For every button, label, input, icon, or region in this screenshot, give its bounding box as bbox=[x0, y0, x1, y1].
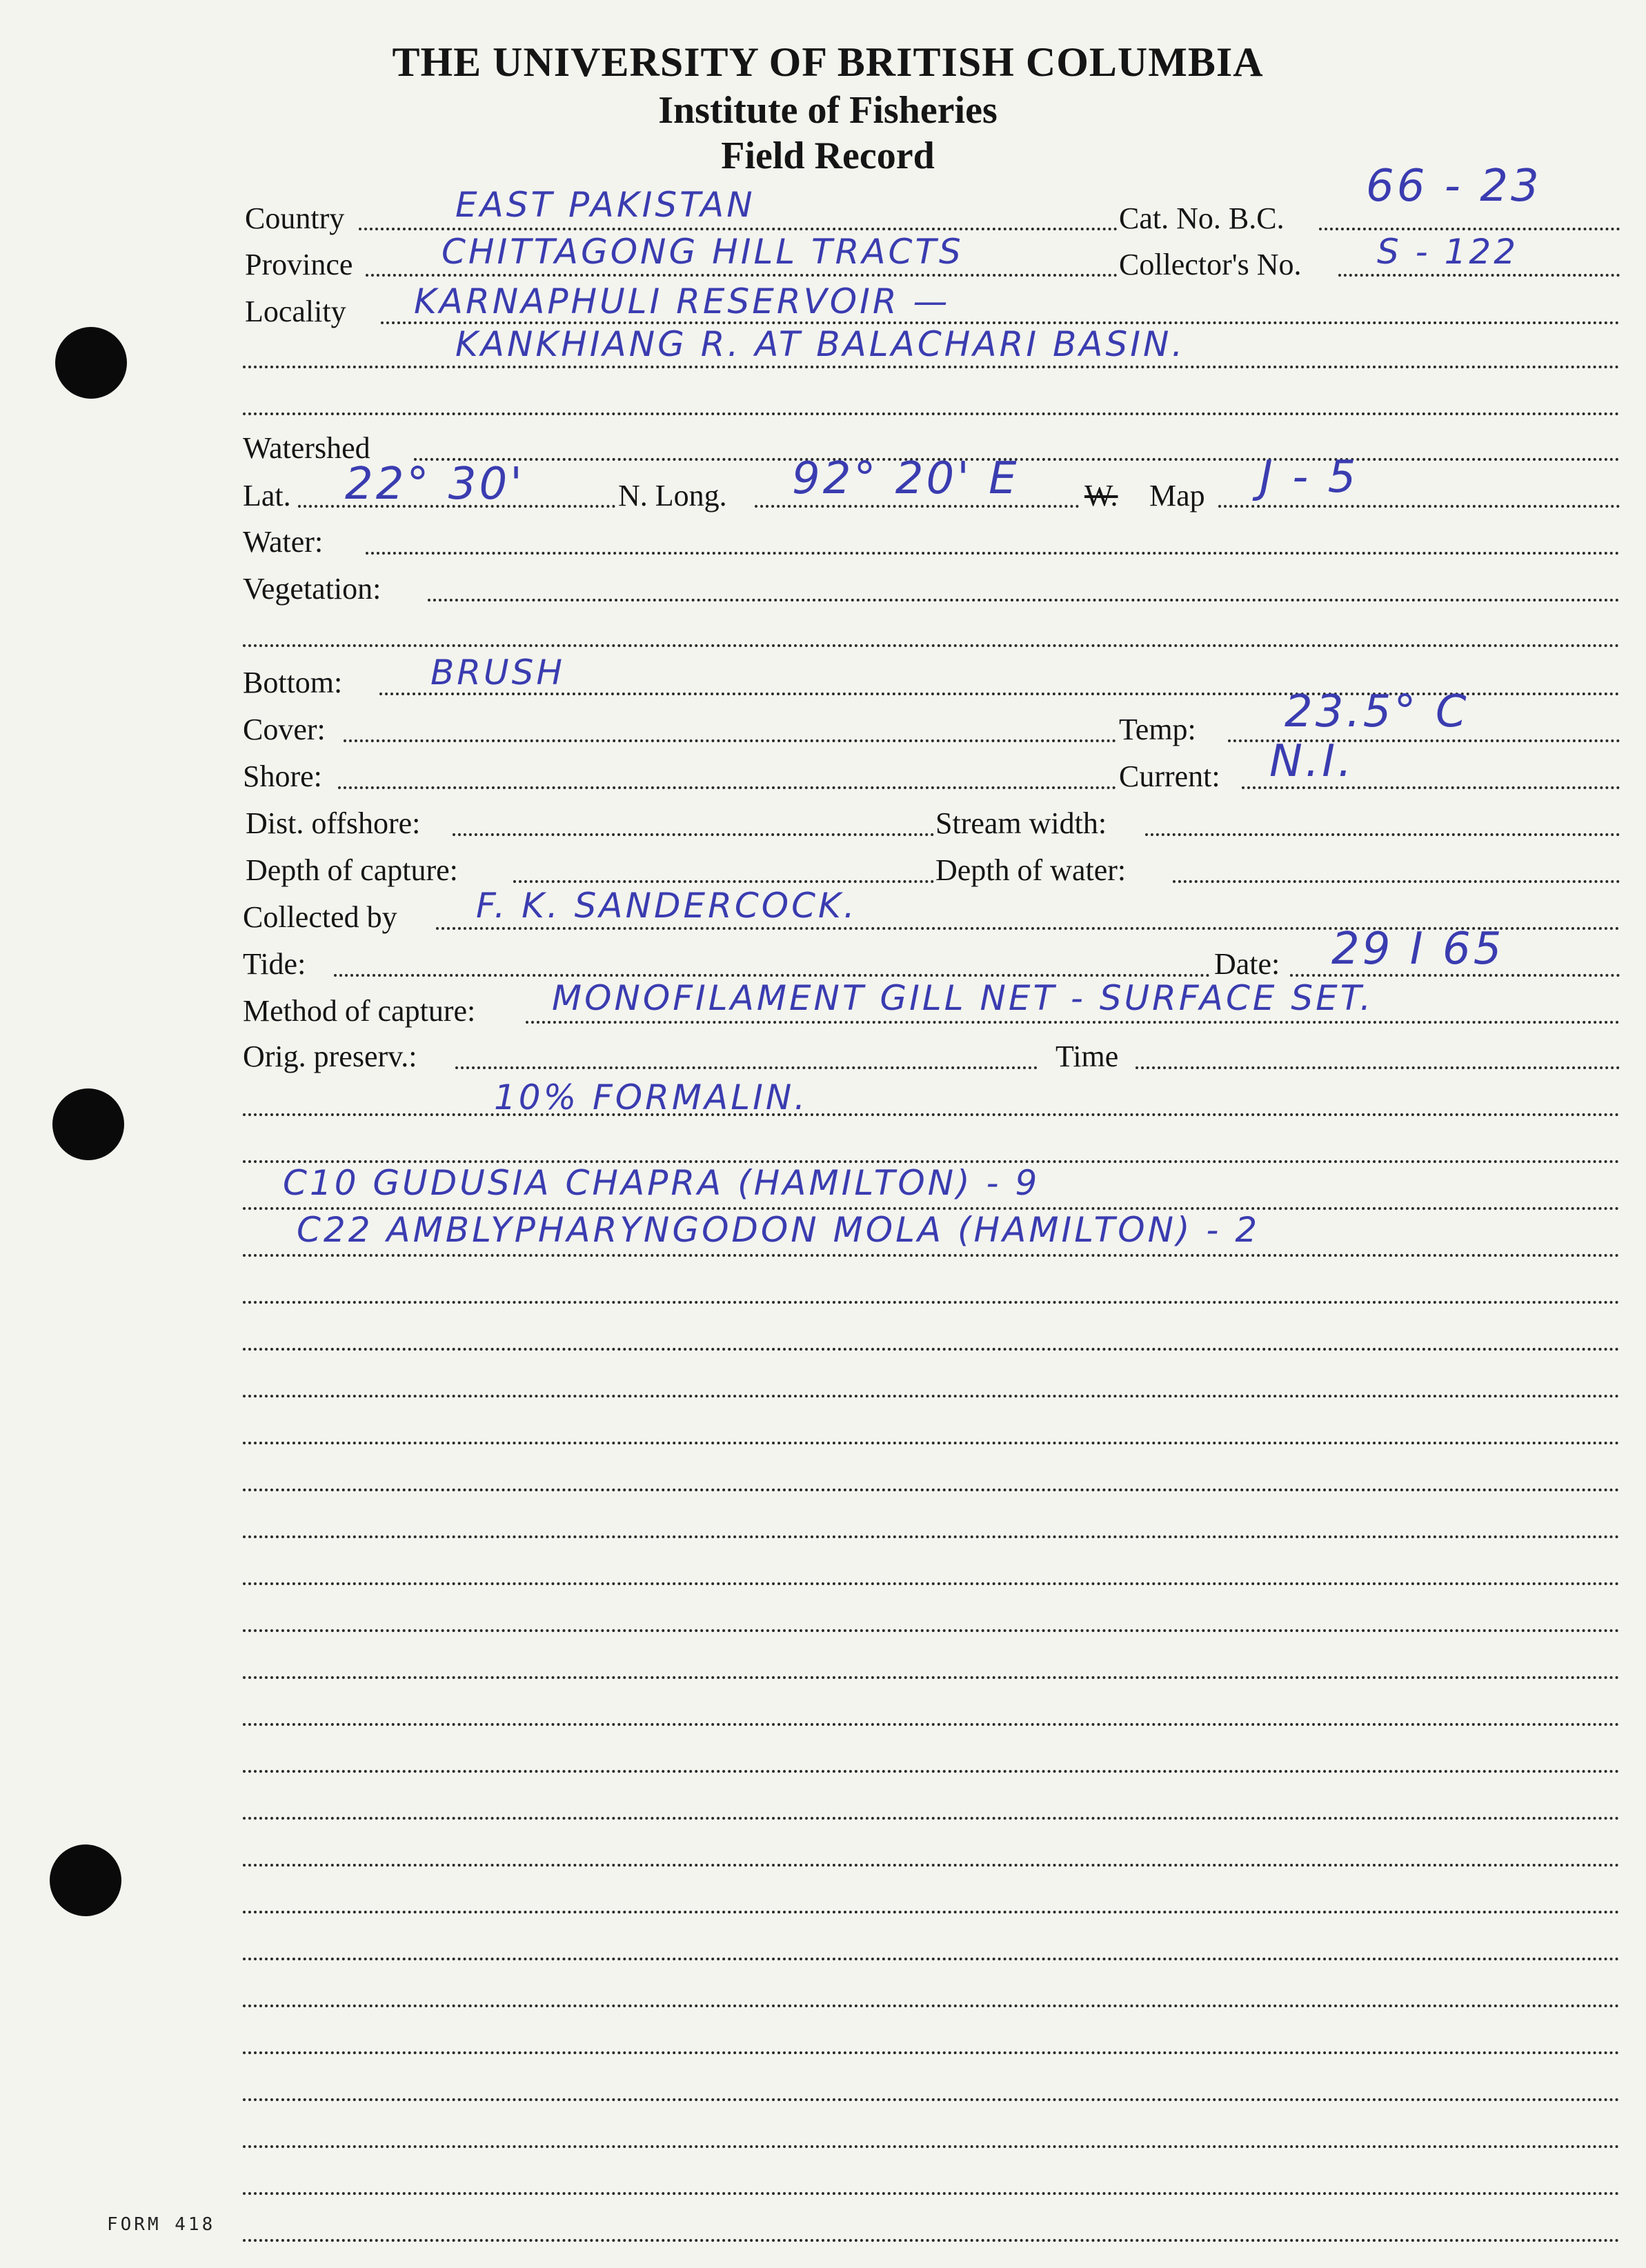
temp-value: 23.5° C bbox=[1285, 686, 1469, 737]
department-heading: Institute of Fisheries bbox=[658, 89, 998, 132]
current-label: Current: bbox=[1119, 759, 1220, 793]
water-label: Water: bbox=[243, 525, 324, 559]
lat-value: 22° 30' bbox=[345, 459, 525, 510]
time-label: Time bbox=[1055, 1040, 1119, 1073]
ruled-line bbox=[243, 2098, 1620, 2101]
ruled-line bbox=[243, 2005, 1620, 2007]
ruled-line bbox=[243, 2051, 1620, 2054]
ruled-line bbox=[243, 1582, 1620, 1585]
tide-label: Tide: bbox=[243, 947, 306, 981]
form-title: Field Record bbox=[721, 135, 935, 177]
ruled-line bbox=[243, 1770, 1620, 1773]
stream-width-label: Stream width: bbox=[935, 806, 1107, 840]
collectors-no-label: Collector's No. bbox=[1119, 248, 1302, 281]
bottom-label: Bottom: bbox=[243, 666, 343, 699]
method-value: MONOFILAMENT GILL NET - SURFACE SET. bbox=[552, 978, 1374, 1018]
n-long-label: N. Long. bbox=[618, 479, 727, 513]
locality-label: Locality bbox=[245, 295, 346, 328]
method-label: Method of capture: bbox=[243, 994, 476, 1028]
shore-label: Shore: bbox=[243, 759, 322, 793]
cover-label: Cover: bbox=[243, 713, 326, 746]
ruled-line bbox=[243, 1676, 1620, 1679]
collected-by-label: Collected by bbox=[243, 900, 397, 934]
depth-capture-label: Depth of capture: bbox=[246, 853, 458, 887]
cat-no-value: 66 - 23 bbox=[1366, 161, 1542, 212]
ruled-line bbox=[243, 2145, 1620, 2148]
current-value: N.I. bbox=[1269, 736, 1355, 787]
vegetation-label: Vegetation: bbox=[243, 572, 381, 606]
ruled-line bbox=[243, 2192, 1620, 2195]
ruled-line bbox=[243, 1864, 1620, 1867]
ruled-line bbox=[243, 1911, 1620, 1913]
province-value: CHITTAGONG HILL TRACTS bbox=[442, 232, 964, 272]
specimen-row-1: C10 GUDUSIA CHAPRA (HAMILTON) - 9 bbox=[283, 1163, 1040, 1203]
date-label: Date: bbox=[1214, 947, 1280, 981]
lat-label: Lat. bbox=[243, 479, 291, 513]
ruled-line bbox=[243, 2239, 1620, 2242]
form-number: FORM 418 bbox=[107, 2214, 216, 2235]
locality-value-line2: KANKHIANG R. AT BALACHARI BASIN. bbox=[455, 324, 1186, 364]
ruled-line bbox=[243, 1723, 1620, 1726]
institution-heading: THE UNIVERSITY OF BRITISH COLUMBIA bbox=[392, 39, 1264, 85]
depth-water-label: Depth of water: bbox=[935, 853, 1127, 887]
long-value: 92° 20' E bbox=[792, 453, 1020, 504]
ruled-line bbox=[243, 1629, 1620, 1632]
ruled-line bbox=[243, 1958, 1620, 1960]
ruled-line bbox=[243, 1442, 1620, 1444]
collected-by-value: F. K. SANDERCOCK. bbox=[476, 886, 857, 926]
date-value: 29 I 65 bbox=[1331, 924, 1505, 975]
orig-preserv-label: Orig. preserv.: bbox=[243, 1040, 417, 1073]
watershed-label: Watershed bbox=[243, 431, 370, 465]
ruled-line bbox=[243, 1301, 1620, 1304]
ruled-line bbox=[243, 1348, 1620, 1351]
country-label: Country bbox=[245, 201, 345, 235]
punch-hole-middle bbox=[52, 1088, 124, 1160]
bottom-value: BRUSH bbox=[430, 653, 565, 693]
ruled-line bbox=[243, 1817, 1620, 1820]
specimen-row-2: C22 AMBLYPHARYNGODON MOLA (HAMILTON) - 2 bbox=[297, 1210, 1260, 1250]
country-value: EAST PAKISTAN bbox=[455, 185, 755, 225]
dist-offshore-label: Dist. offshore: bbox=[246, 806, 421, 840]
orig-preserv-value: 10% FORMALIN. bbox=[494, 1077, 809, 1117]
province-label: Province bbox=[245, 248, 353, 281]
collectors-no-value: S - 122 bbox=[1377, 232, 1519, 272]
ruled-line bbox=[243, 1395, 1620, 1397]
locality-value-line1: KARNAPHULI RESERVOIR — bbox=[414, 281, 951, 321]
punch-hole-bottom bbox=[50, 1844, 121, 1916]
cat-no-label: Cat. No. B.C. bbox=[1119, 201, 1285, 235]
w-label: W. bbox=[1084, 479, 1118, 513]
map-value: J - 5 bbox=[1260, 452, 1359, 503]
ruled-line bbox=[243, 1489, 1620, 1491]
temp-label: Temp: bbox=[1119, 713, 1196, 746]
map-label: Map bbox=[1149, 479, 1205, 513]
ruled-line bbox=[243, 1535, 1620, 1538]
punch-hole-top bbox=[55, 327, 127, 399]
